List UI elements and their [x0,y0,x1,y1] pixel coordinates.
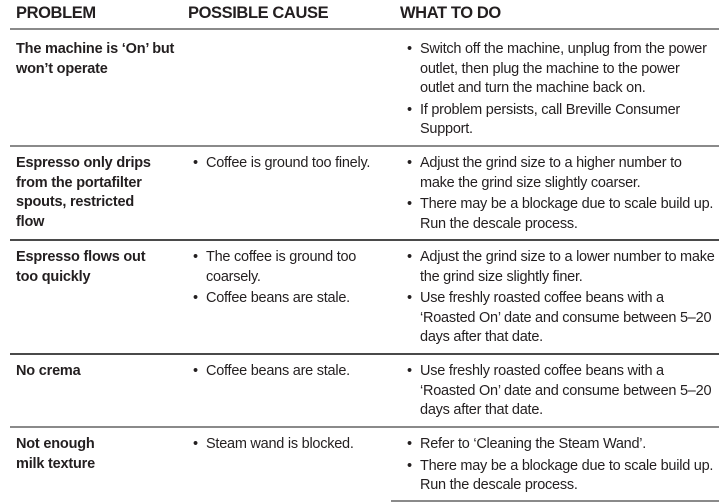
bullet-icon: • [193,290,198,306]
action-item: • Use freshly roasted coffee beans with a ‘Roasted On’ date and consume between 5–20 days after that date. [407,290,712,345]
header-divider [10,28,719,30]
problem-cell: Espresso flows out too quickly [16,249,146,285]
cause-item: • Coffee is ground too finely. [193,154,393,174]
problem-cell: Not enough milk texture [16,436,95,472]
bullet-icon: • [407,457,412,474]
header-problem: PROBLEM [16,4,96,22]
bullet-icon: • [407,155,412,171]
bullet-icon: • [407,290,412,306]
bottom-divider [391,500,719,502]
action-item: • There may be a blockage due to scale build up. Run the descale process. [407,196,714,232]
cause-item: • Coffee beans are stale. [193,362,393,382]
bullet-icon: • [193,436,198,452]
action-cell [407,362,717,423]
cause-item: • Coffee beans are stale. [193,289,378,309]
table-header [0,0,722,29]
problem-cell: No crema [16,363,81,379]
row-divider [10,145,719,147]
row-divider [10,426,719,428]
row-divider [10,239,719,241]
row-divider [10,353,719,355]
action-cell [407,435,721,498]
cause-item: • The coffee is ground too coarsely. [193,249,357,285]
action-item: • Adjust the grind size to a higher number to make the grind size slightly coarser. [407,155,682,191]
action-item: • Refer to ‘Cleaning the Steam Wand’. [407,435,717,455]
cause-cell [193,248,378,311]
header-what-to-do: WHAT TO DO [400,4,501,22]
header-possible-cause: POSSIBLE CAUSE [188,4,329,22]
bullet-icon: • [407,363,412,379]
bullet-icon: • [407,101,412,118]
action-item: • There may be a blockage due to scale build up. Run the descale process. [407,457,721,493]
action-cell [407,40,717,142]
bullet-icon: • [193,363,198,379]
problem-cell: The machine is ‘On’ but won’t operate [16,41,175,77]
cause-cell [193,154,393,176]
bullet-icon: • [193,155,198,171]
bullet-icon: • [407,436,412,452]
action-cell [407,248,717,350]
cause-item: • Steam wand is blocked. [193,435,393,455]
bullet-icon: • [407,41,412,57]
bullet-icon: • [193,249,198,265]
action-item: • Use freshly roasted coffee beans with a ‘Roasted On’ date and consume between 5–20 days after that date. [407,363,712,418]
cause-cell [193,362,393,384]
cause-cell [193,435,393,457]
bullet-icon: • [407,196,412,212]
action-item: • Adjust the grind size to a lower number to make the grind size slightly finer. [407,249,715,285]
action-cell [407,154,717,236]
action-item: • If problem persists, call Breville Consumer Support. [407,101,681,137]
problem-cell: Espresso only drips from the portafilter spouts, restricted flow [16,155,151,230]
bullet-icon: • [407,249,412,265]
action-item: • Switch off the machine, unplug from the power outlet, then plug the machine to the power outlet and turn the machine back on. [407,41,707,96]
